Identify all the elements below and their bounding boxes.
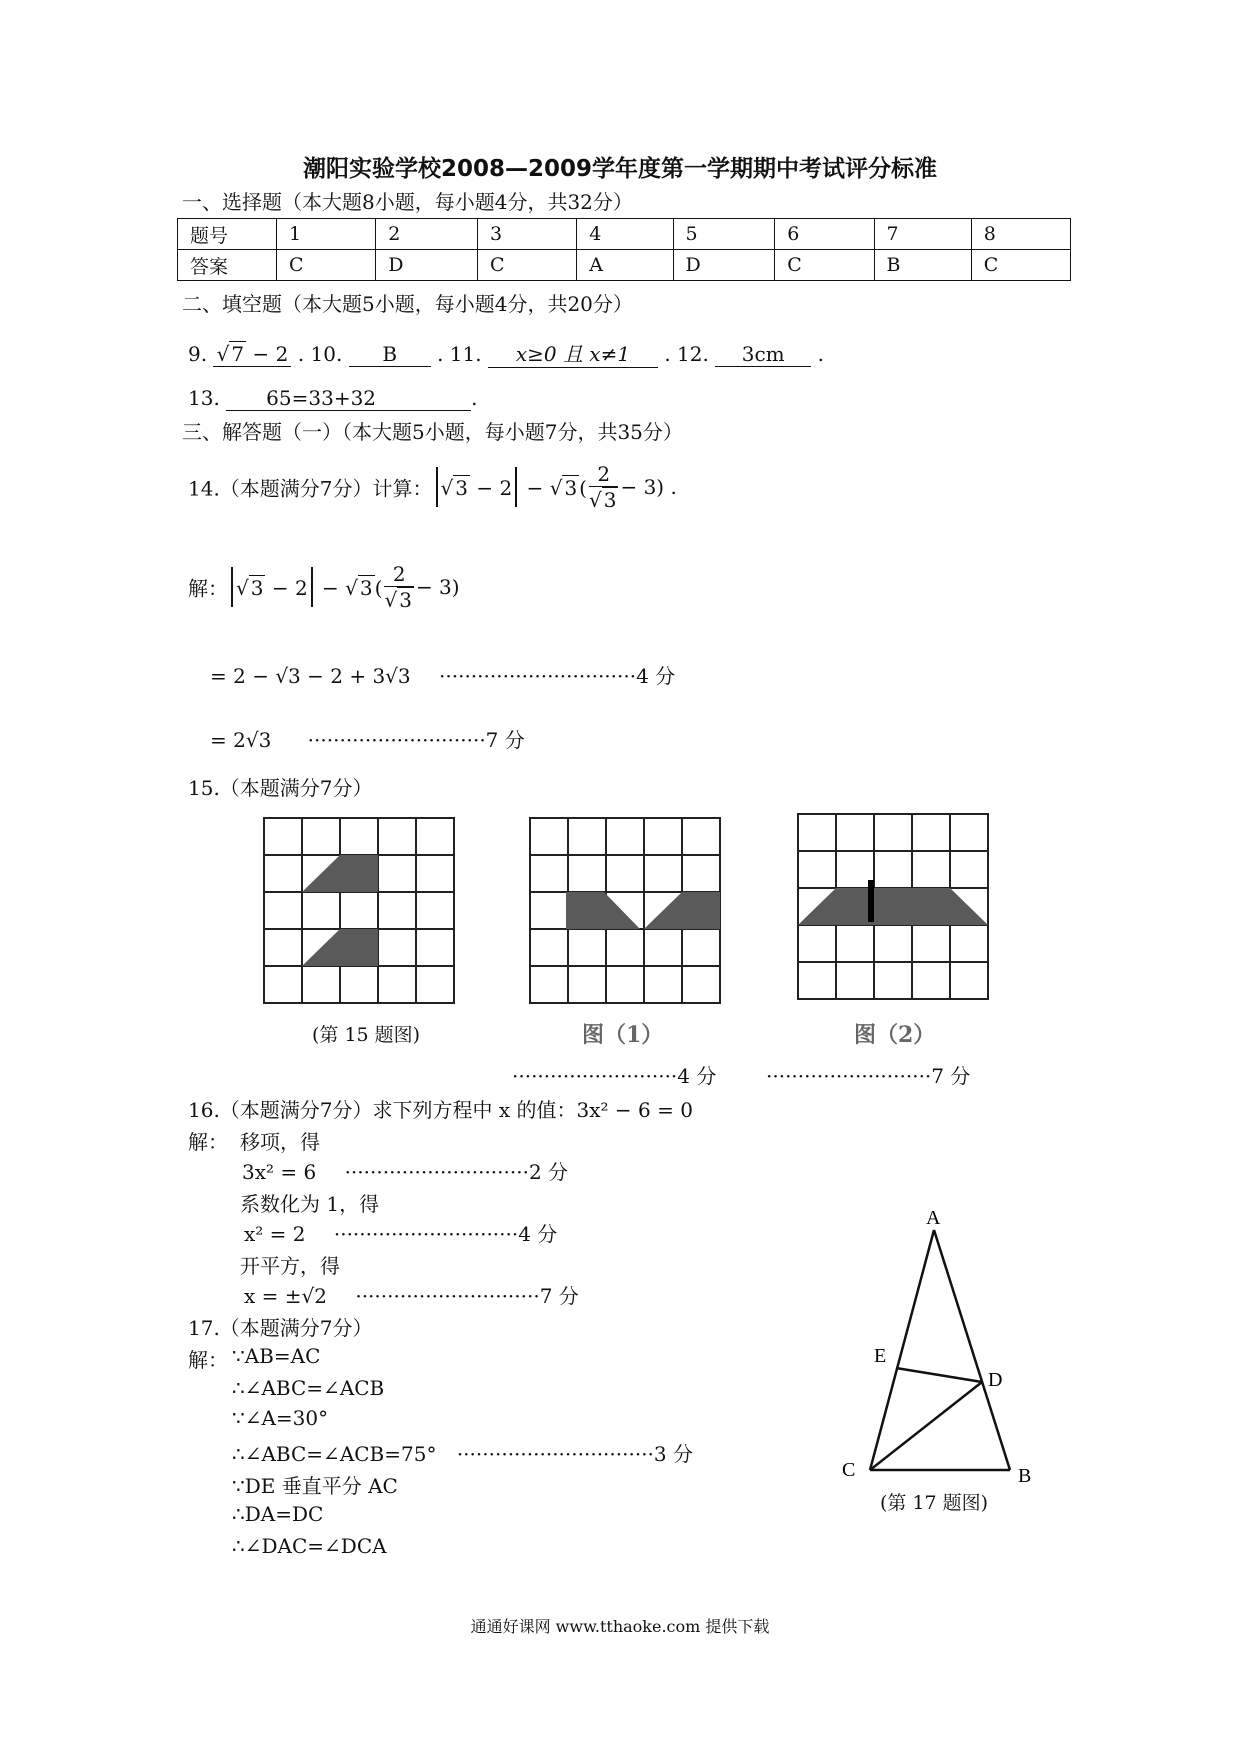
- q9-radicand: 7: [231, 342, 245, 366]
- section-1-heading: 一、选择题（本大题8小题，每小题4分，共32分）: [182, 190, 633, 214]
- table-cell: 4: [577, 219, 673, 250]
- table-row-numbers: [178, 219, 1071, 250]
- q17-line-2: ∴∠ABC=∠ACB: [232, 1376, 385, 1400]
- q16-line-4: x² = 2 ·····························4 分: [244, 1222, 558, 1246]
- point-e-label: E: [874, 1345, 887, 1367]
- q13-line: 13. 65=33+32 .: [188, 386, 478, 410]
- table-cell: 1: [277, 219, 376, 250]
- table-cell: 3: [477, 219, 576, 250]
- q16-line-1: 移项，得: [240, 1130, 320, 1154]
- q16-line-3: 系数化为 1，得: [240, 1192, 380, 1216]
- q14-solution-start: 解： √ 3 − 2 − √ 3 ( $\frac{2}{√ 3}$ − 3): [188, 562, 460, 612]
- page-footer: 通通好课网 www.tthaoke.com 提供下载: [470, 1617, 770, 1636]
- table-cell: C: [971, 250, 1070, 281]
- vertex-c-label: C: [842, 1459, 856, 1481]
- q17-triangle-figure: [820, 1202, 1060, 1482]
- q12-label: . 12.: [664, 342, 709, 366]
- q9-label: 9.: [188, 342, 208, 366]
- table-cell: 7: [874, 219, 971, 250]
- q15-score-1: ··························4 分: [512, 1064, 717, 1088]
- table-cell: 2: [376, 219, 478, 250]
- q16-solve: 解：: [188, 1130, 228, 1154]
- table-row-answers: [178, 250, 1071, 281]
- table-cell: C: [775, 250, 874, 281]
- q17-line-7: ∴∠DAC=∠DCA: [232, 1534, 387, 1558]
- vertex-a-label: A: [926, 1207, 941, 1229]
- q14-step1: = 2 − √3 − 2 + 3√3 ·······························4 分: [210, 664, 676, 688]
- q16-line-5: 开平方，得: [240, 1254, 340, 1278]
- page-title: 潮阳实验学校2008—2009学年度第一学期期中考试评分标准: [302, 156, 938, 182]
- q17-solve: 解：: [188, 1348, 228, 1372]
- row-label-number: 题号: [178, 219, 277, 250]
- q17-line-3: ∵∠A=30°: [232, 1406, 329, 1430]
- section-3-heading: 三、解答题（一）（本大题5小题，每小题7分，共35分）: [182, 420, 683, 444]
- point-d-label: D: [988, 1369, 1003, 1391]
- table-cell: D: [376, 250, 478, 281]
- vertex-b-label: B: [1018, 1465, 1032, 1482]
- table-cell: 5: [673, 219, 775, 250]
- q10-answer: B: [349, 342, 431, 367]
- q12-answer: 3cm: [715, 342, 811, 367]
- q10-label: . 10.: [297, 342, 343, 366]
- q13-label: 13.: [188, 386, 220, 410]
- table-cell: C: [477, 250, 576, 281]
- q17-line-1: ∵AB=AC: [232, 1344, 321, 1368]
- q14-prompt: 14.（本题满分7分）计算： √ 3 − 2 − √ 3 ( $\frac{2}{√ 3}$ − 3) .: [188, 462, 677, 512]
- section-2-heading: 二、填空题（本大题5小题，每小题4分，共20分）: [182, 292, 633, 316]
- table-cell: 8: [971, 219, 1070, 250]
- q17-prompt: 17.（本题满分7分）: [188, 1316, 373, 1340]
- q11-answer: x≥0 且 x≠1: [488, 338, 658, 368]
- q9-rest: − 2: [246, 342, 289, 366]
- q15-grid-figure: [262, 816, 458, 1006]
- row-label-answer: 答案: [178, 250, 277, 281]
- q15-caption-fig2: 图（2）: [854, 1022, 936, 1048]
- table-cell: B: [874, 250, 971, 281]
- q17-line-4: ∴∠ABC=∠ACB=75° ·······························3 分: [232, 1442, 693, 1466]
- table-cell: 6: [775, 219, 874, 250]
- table-cell: D: [673, 250, 775, 281]
- q16-line-6: x = ±√2 ·····························7 分: [244, 1284, 579, 1308]
- table-cell: C: [277, 250, 376, 281]
- q15-score-2: ··························7 分: [766, 1064, 971, 1088]
- fill-answers-line: 9. √ 7 − 2 . 10. B . 11. x≥0 且 x≠1 . 12. 3cm .: [188, 338, 824, 368]
- q16-prompt: 16.（本题满分7分）求下列方程中 x 的值：3x² − 6 = 0: [188, 1098, 693, 1122]
- q9-answer: √ 7 − 2: [213, 341, 291, 367]
- q14-step2: = 2√3 ····························7 分: [210, 728, 525, 752]
- table-cell: A: [577, 250, 673, 281]
- q17-caption: (第 17 题图): [880, 1492, 989, 1514]
- q16-line-2: 3x² = 6 ·····························2 分: [242, 1160, 569, 1184]
- answer-table: [177, 218, 1071, 281]
- q15-prompt: 15.（本题满分7分）: [188, 776, 373, 800]
- q17-line-5: ∵DE 垂直平分 AC: [232, 1474, 398, 1498]
- q11-label: . 11.: [437, 342, 482, 366]
- q15-figure-2: [796, 812, 992, 1002]
- q17-line-6: ∴DA=DC: [232, 1502, 324, 1526]
- q13-answer: 65=33+32: [226, 386, 471, 411]
- q15-caption-main: (第 15 题图): [312, 1024, 421, 1046]
- q15-caption-fig1: 图（1）: [582, 1022, 664, 1048]
- q15-figure-1: [528, 816, 724, 1006]
